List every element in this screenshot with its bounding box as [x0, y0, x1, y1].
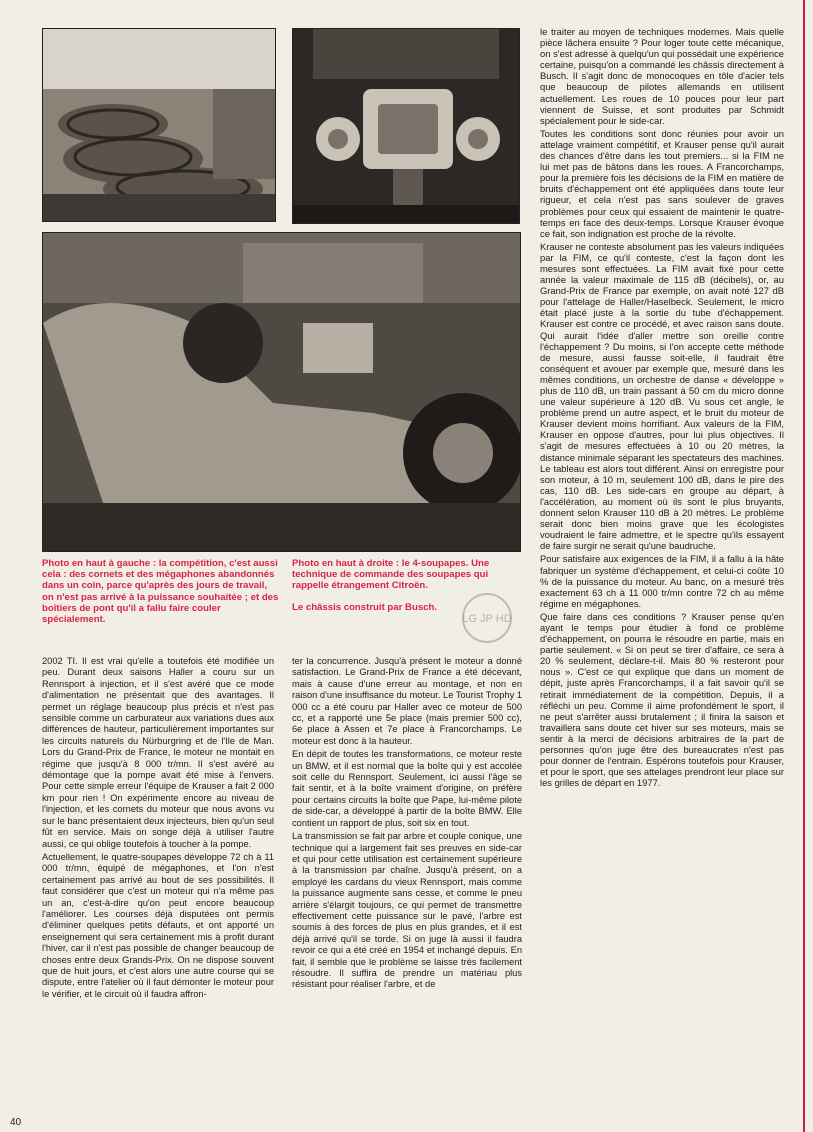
paragraph: Que faire dans ces conditions ? Krauser pense qu'en ayant le temps pour étudier à fond ce problème d'échappement, on pourra le résoudre en partie, mais en partie seulement. « Si on peut se tirer d'affaire, ce sera à 20 % seulement, déclare-t-il. Mais 80 % resteront pour nous ». C'est ce qui explique que dans un moment de dépit, juste après Francorchamps, il a fait savoir qu'il se retirait immédiatement de la compétition. Depuis, il a réfléchi un peu. Comme il aime profondément le sport, il ne peut s'arrêter aussi brutalement ; il finira la saison et travaillera sans doute cet hiver sur ses moteurs, mais se sentir à la merci de décisions arbitraires de la part de personnes qu'on juge être des bureaucrates n'est pas pour donner de l'entrain. Espérons toutefois pour Krauser, et pour le sport, que ses attelages prendront leur place sur les grilles de départ en 1977. — [540, 610, 784, 789]
article-column-right — [540, 26, 784, 790]
watermark-logo — [462, 588, 512, 648]
page-number: 40 — [10, 1117, 22, 1128]
paragraph: La transmission se fait par arbre et couple conique, une technique qui a largement fait ses preuves en side-car et qui pour cette utilisation est certainement supérieure à la transmission par chaîne. Jusqu'à présent, on a employé les cardans du vieux Rennsport, mais comme la puissance augmente sans cesse, et comme le pneu arrière s'élargit toujours, ce qui permet de transmettre effectivement cette puissance sur le pavé, l'arbre est soumis à des forces de plus en plus grandes, et il est déjà arrivé qu'il se torde. Si on juge là aussi il faudra revoir ce qui a été créé en 1954 et inchangé depuis. En fait, il semble que le problème se laisse très facilement résoudre. Il suffira de prendre un matériau plus résistant pour réaliser l'arbre, et de — [292, 831, 522, 990]
paragraph: Actuellement, le quatre-soupapes développe 72 ch à 11 000 tr/mn, équipé de mégaphones, et l'on n'est certainement pas arrivé au bout de ses possibilités. Il faut considérer que c'est un moteur qui n'a même pas un an, c'est-à-dire qu'on peut encore beaucoup l'améliorer. Les courses déjà disputées ont permis d'éliminer quelques petits défauts, et ont apporté un enseignement qui sera certainement mis à profit durant l'hiver, car il n'est pas possible de changer beaucoup de choses entre deux Grands-Prix. On ne dispose souvent que de huit jours, et c'est alors une autre course qui se dispute, entre l'atelier où il faut démonter le moteur pour le vérifier, et le circuit où il faudra affron- — [42, 851, 274, 999]
photo-sidecar — [42, 232, 521, 552]
photo-top-right — [292, 28, 520, 224]
caption-right-text-1: Photo en haut à droite : le 4-soupapes. Une technique de commande des soupapes qui rappelle étrangement Citroën. — [292, 558, 490, 592]
paragraph: le traiter au moyen de techniques modernes. Mais quelle pièce lâchera ensuite ? Pour loger toute cette mécanique, on s'est adressé à quelqu'un qui possédait une expérience certaine, puisqu'on a commandé les châssis directement à Busch. Il s'agit donc de monocoques en tôle d'acier tels que beaucoup de pilotes allemands en utilisent actuellement. Les roues de 10 pouces pour leur part viennent de Suisse, et sont produites par Schmidt spécialement pour le side-car. — [540, 26, 784, 126]
caption-right-text-2: Le châssis construit par Busch. — [292, 601, 438, 613]
article-column-left — [42, 656, 274, 1002]
article-column-middle — [292, 656, 522, 993]
page-edge-rule — [803, 0, 805, 1132]
photo-top-left — [42, 28, 276, 222]
watermark-text: LG JP HD — [462, 613, 512, 625]
photo-top-right-image — [293, 29, 519, 223]
photo-sidecar-image — [43, 233, 520, 551]
paragraph: 2002 TI. Il est vrai qu'elle a toutefois été modifiée un peu. Durant deux saisons Haller a couru sur un Rennsport à injection, et il s'est avéré que ce mode d'alimentation ne présentait que des avantages. Il permet un réglage beaucoup plus précis et n'est pas sensible comme un carburateur aux variations dues aux différences de hauteur, particulièrement importantes sur les circuits naturels du Nürburgring et de l'Ile de Man. Lors du Grand-Prix de France, le moteur ne montait en régime que jusqu'à 8 000 tr/mn. Il s'est avéré au démontage que la pompe avait été mise à l'envers. Pour cette simple erreur l'équipe de Krauser a fait 2 000 km pour rien ! On expérimente encore au niveau de l'injection, et les cornets du moteur que nous avons vu sur le banc présentaient deux injecteurs, bien qu'un seul fût en service. Mais on songe déjà à utiliser l'autre aussi, ce qui oblige toutefois à toucher à la pompe. — [42, 656, 274, 849]
paragraph: En dépit de toutes les transformations, ce moteur reste un BMW, et il est normal que la boîte qui y est accolée soit celle du Rennsport. Seulement, ici aussi l'âge se fait sentir, et à la boîte vraiment d'origine, on préfère pour certains circuits la boîte que Pape, lui-même pilote de side-car, a développé à partir de la boîte BMW. Elle contient un rapport de plus, soit six en tout. — [292, 749, 522, 828]
caption-left — [42, 558, 280, 625]
paragraph: Krauser ne conteste absolument pas les valeurs indiquées par la FIM, ce qu'il conteste, c'est la façon dont les mesures sont effectuées. La FIM avait fixé pour cette année la valeur maximale de 115 dB (décibels), or, au Grand-Prix de France par exemple, on avait noté 127 dB pour l'attelage de Haller/Haselbeck. Seulement, le micro était placé juste à la sortie du tube d'échappement. Krauser est contre ce procédé, et avec raison sans doute. Qui aurait l'idée d'aller mettre son oreille contre l'échappement ? Du moins, si l'on accepte cette méthode de mesure, aussi fausse soit-elle, il faudrait être conséquent et avouer par exemple que, mesuré dans les mêmes conditions, un orchestre de danse « développe » plus de 110 dB, un train passant à 50 cm du micro donne une valeur supérieure à 120 dB. Vu sous cet angle, le problème prend un autre aspect, et le bruit du moteur de Krauser devient moins horrifiant. Aux valeurs de la FIM, Krauser en oppose d'autres, pour lui plus objectives. Il s'agit de mesures effectuées à 10 ou 20 mètres, la distance minimale séparant les spectateurs des machines. Le tableau est alors tout différent. Ainsi on enregistre pour son moteur, à 10 m, seulement 100 dB, dans le pire des cas, 110 dB. Les side-cars en groupe au départ, à l'accélération, au moment où ils sont le plus bruyants, donnent selon Krauser 110 dB à 20 mètres. Le problème serait donc bien moins grave que les écologistes voudraient le faire admettre, et le spectre qu'ils essayent de faire surgir ne serait qu'une baudruche. — [540, 240, 784, 552]
caption-left-text: Photo en haut à gauche : la compétition, c'est aussi cela : des cornets et des mégaphones abandonnés dans un coin, parce qu'après des jours de travail, on n'est pas arrivé à la puissance souhaitée ; et des boîtiers de pont qu'il a fallu faire couler spécialement. — [42, 558, 279, 626]
photo-top-left-image — [43, 29, 275, 221]
paragraph: Pour satisfaire aux exigences de la FIM, il a fallu à la hâte fabriquer un système d'échappement, et celui-ci coûte 10 % de la puissance du moteur. Au banc, on a mesuré très exactement 63 ch à 11 000 tr/mn contre 72 ch au même régime en mégaphones. — [540, 553, 784, 609]
paragraph: Toutes les conditions sont donc réunies pour avoir un attelage vraiment compétitif, et Krauser pense qu'il aurait des chances d'être dans les tout premiers... si la FIM ne lui met pas de bâtons dans les roues. A Francorchamps, pour la première fois les décisions de la FIM en matière de bruits d'échappement ont été appliquées dans toute leur rigueur, et cela n'est pas sans soulever de graves problèmes pour ceux qui essaient de maintenir le quatre-temps en face des deux-temps. Lorsque Krauser évoque ce fait, son indignation est proche de la révolte. — [540, 127, 784, 239]
paragraph: ter la concurrence. Jusqu'à présent le moteur a donné satisfaction. Le Grand-Prix de France a été décevant, mais à cause d'une erreur au montage, et non en raison d'une insuffisance du moteur. Le Tourist Trophy 1 000 cc a été couru par Haller avec ce moteur de 500 cc, et a rapporté une 5e place (mais premier 500 cc), 6e place à Assen et 7e place à Francorchamps. Le moteur est donc à la hauteur. — [292, 656, 522, 746]
